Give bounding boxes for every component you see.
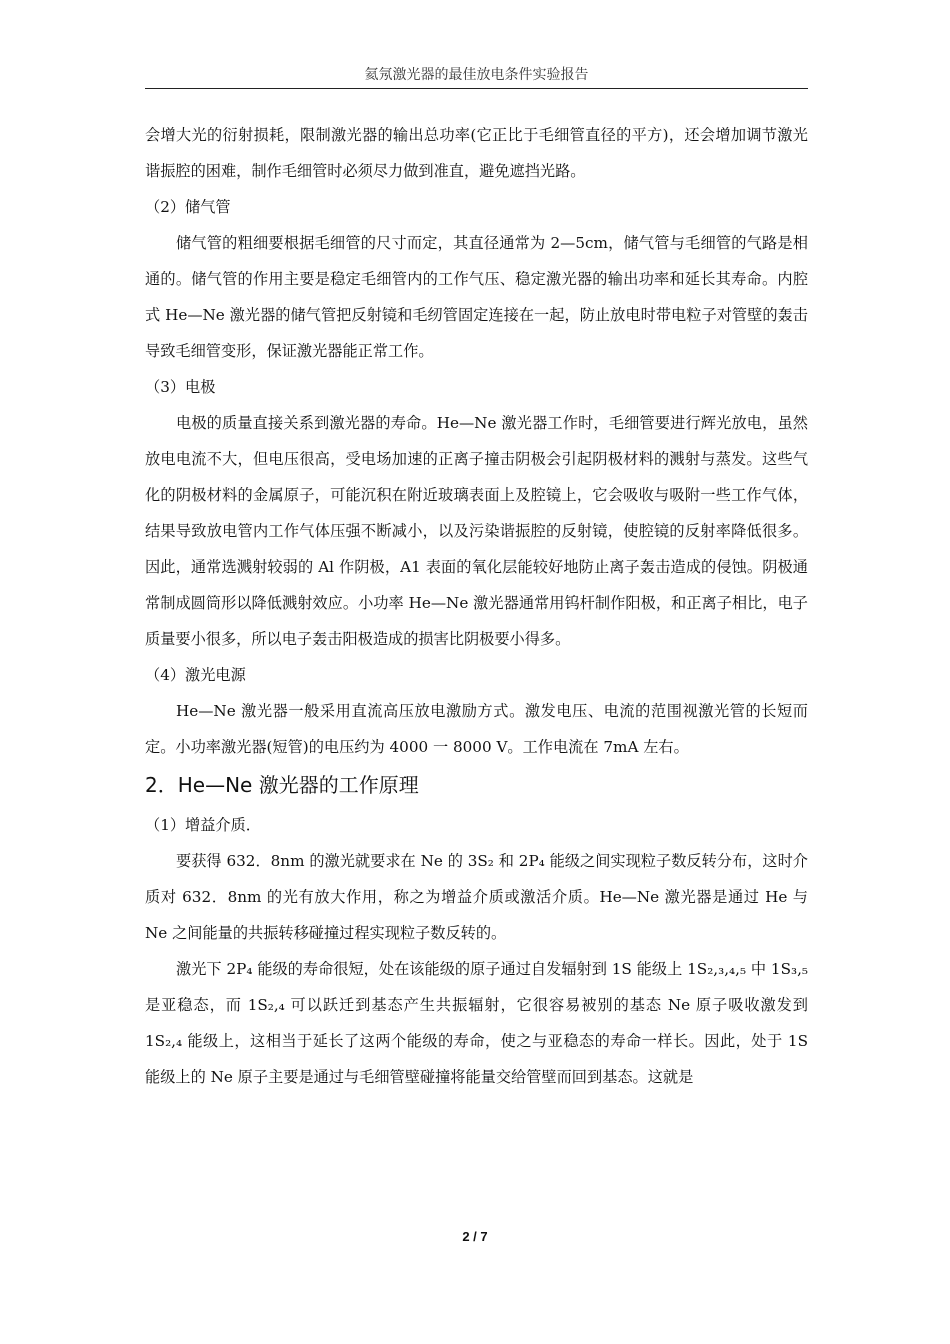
paragraph: 激光下 2P₄ 能级的寿命很短，处在该能级的原子通过自发辐射到 1S 能级上 1S₂,₃,₄,₅ 中 1S₃,₅ 是亚稳态，而 1S₂,₄ 可以跃迁到基态产生共振辐射，它很容易被别的基态 Ne 原子吸收激发到 1S₂,₄ 能级上，这相当于延长了这两个能级的寿命，使之与亚稳态的寿命一样长。因此，处于 1S 能级上的 Ne 原子主要是通过与毛细管壁碰撞将能量交给管壁而回到基态。这就是: [145, 960, 808, 1086]
page-number: 2 / 7: [462, 1229, 488, 1244]
chapter-heading: 2．He—Ne 激光器的工作原理: [145, 773, 419, 797]
running-header: 氦氖激光器的最佳放电条件实验报告: [364, 67, 589, 83]
section-heading: （4）激光电源: [145, 666, 246, 684]
section-heading: （2）储气管: [145, 198, 231, 216]
paragraph: 电极的质量直接关系到激光器的寿命。He—Ne 激光器工作时，毛细管要进行辉光放电，虽然放电电流不大，但电压很高，受电场加速的正离子撞击阴极会引起阴极材料的溅射与蒸发。这些气化的阴极材料的金属原子，可能沉积在附近玻璃表面上及腔镜上，它会吸收与吸附一些工作气体，结果导致放电管内工作气体压强不断减小，以及污染谐振腔的反射镜，使腔镜的反射率降低很多。因此，通常选溅射较弱的 Al 作阴极，A1 表面的氧化层能较好地防止离子轰击造成的侵蚀。阴极通常制成圆筒形以降低溅射效应。小功率 He—Ne 激光器通常用钨杆制作阳极，和正离子相比，电子质量要小很多，所以电子轰击阳极造成的损害比阴极要小得多。: [145, 414, 808, 648]
paragraph: 要获得 632．8nm 的激光就要求在 Ne 的 3S₂ 和 2P₄ 能级之间实现粒子数反转分布，这时介质对 632．8nm 的光有放大作用，称之为增益介质或激活介质。He—Ne 激光器是通过 He 与 Ne 之间能量的共振转移碰撞过程实现粒子数反转的。: [145, 852, 808, 942]
paragraph: 会增大光的衍射损耗，限制激光器的输出总功率(它正比于毛细管直径的平方)，还会增加调节激光谐振腔的困难，制作毛细管时必须尽力做到准直，避免遮挡光路。: [145, 126, 808, 180]
paragraph: 储气管的粗细要根据毛细管的尺寸而定，其直径通常为 2—5cm，储气管与毛细管的气路是相通的。储气管的作用主要是稳定毛细管内的工作气压、稳定激光器的输出功率和延长其寿命。内腔式 He—Ne 激光器的储气管把反射镜和毛纫管固定连接在一起，防止放电时带电粒子对管壁的轰击导致毛细管变形，保证激光器能正常工作。: [145, 234, 808, 360]
paragraph: He—Ne 激光器一般采用直流高压放电激励方式。激发电压、电流的范围视激光管的长短而定。小功率激光器(短管)的电压约为 4000 一 8000 V。工作电流在 7mA 左右。: [145, 702, 808, 756]
page-body: [145, 117, 808, 1095]
header-rule: [145, 88, 808, 89]
section-heading: （3）电极: [145, 378, 216, 396]
section-heading: （1）增益介质．: [145, 816, 261, 834]
